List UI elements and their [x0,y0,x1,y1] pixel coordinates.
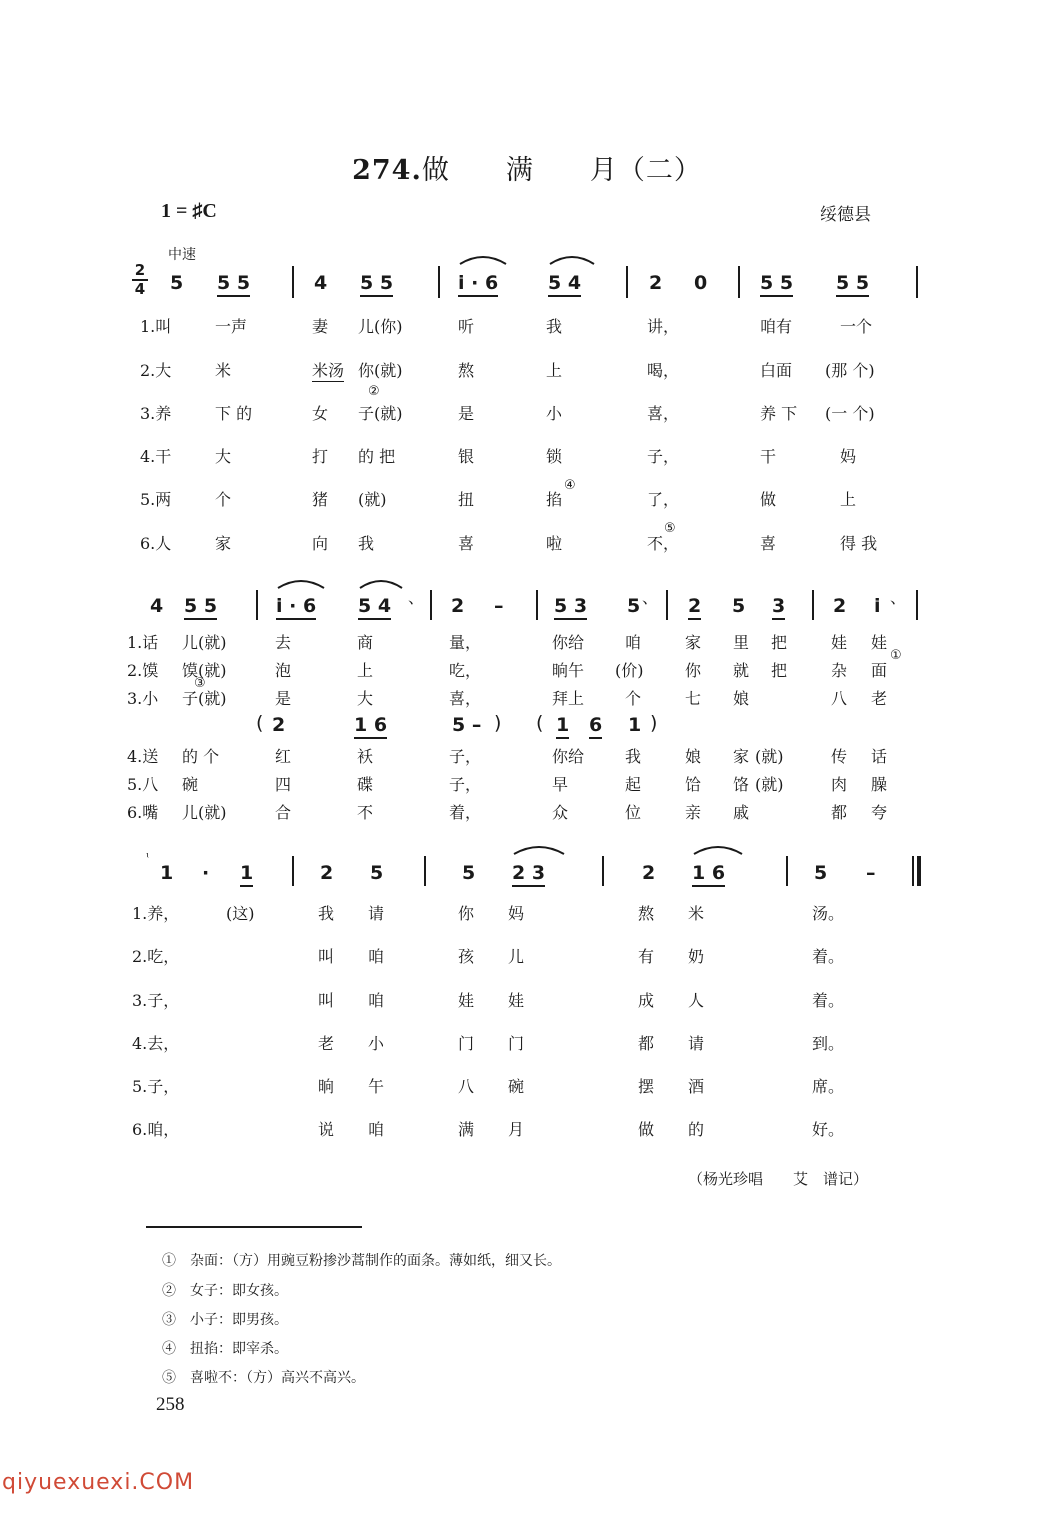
bracket-close: ) [650,712,658,734]
breath-mark: 、 [642,588,659,607]
note-pair: 5 5 [217,272,250,297]
note: 5 [627,595,641,617]
footnote-marker: ② [368,384,380,399]
note: 4 [314,272,328,294]
note: 5 [170,272,184,294]
note: 3 [772,595,785,620]
final-barline-thin [912,856,914,886]
note-pair: 5 5 [836,272,869,297]
barline [666,590,668,620]
note: 2 [642,862,656,884]
bracket-open: ( [256,712,264,734]
slur [512,842,566,856]
final-barline-thick [917,856,921,886]
key-signature: 1 = ♯C [161,200,217,222]
slur [548,252,596,266]
slur [276,576,326,590]
barline [602,856,604,886]
slur [458,252,508,266]
grace-mark: ᶥ [146,850,150,866]
bracket-open: ( [536,712,544,734]
footnote-marker: ① [890,648,902,663]
note-pair: 5 4 [548,272,581,297]
note: 5 [370,862,384,884]
barline [812,590,814,620]
barline [292,856,294,886]
note-group: i · 6 [458,272,498,297]
note: 2 [451,595,465,617]
note-pair: 1 6 [692,862,725,887]
footnote-marker: ③ [194,676,206,691]
variant-note: 5 – [452,714,482,736]
note-pair: 5 5 [184,595,217,620]
barline [626,266,628,298]
footnote: ④ 扭掐：即宰杀。 [162,1341,288,1357]
note: 2 [320,862,334,884]
barline [292,266,294,298]
barline [438,266,440,298]
rest: 0 [694,272,708,294]
barline [256,590,258,620]
barline [738,266,740,298]
song-origin: 绥德县 [820,205,871,225]
footnote-marker: ⑤ [664,521,676,536]
note-pair: 5 5 [360,272,393,297]
footnote-divider [146,1226,362,1228]
note: 2 [649,272,663,294]
song-number: 274. [352,155,422,186]
breath-mark: 、 [408,588,425,607]
note-pair: 2 3 [512,862,545,887]
singer-credit: （杨光珍唱 艾 谱记） [688,1170,869,1188]
note: i [874,595,881,617]
note: 2 [833,595,847,617]
barline [916,266,918,298]
variant-note: 1 [556,714,569,739]
note: 1 [160,862,174,884]
breath-mark: 、 [890,588,907,607]
slur [358,576,404,590]
variant-note: 1 6 [354,714,387,739]
note: 2 [688,595,701,620]
watermark: qiyuexuexi.COM [2,1470,195,1495]
tempo-marking: 中速 [168,247,196,263]
note: 5 [814,862,828,884]
dot: · [202,862,210,884]
footnote: ① 杂面：（方）用豌豆粉掺沙蒿制作的面条。薄如纸，细又长。 [162,1253,561,1269]
note-group: i · 6 [276,595,316,620]
dash: – [494,595,504,617]
note: 4 [150,595,164,617]
time-signature: 2 4 [132,262,148,298]
note: 1 [240,862,253,887]
note: 5 [462,862,476,884]
barline [424,856,426,886]
note-pair: 5 4 [358,595,391,620]
note: 5 [732,595,746,617]
variant-note: 1 [628,714,642,736]
footnote: ⑤ 喜啦不：（方）高兴不高兴。 [162,1370,365,1386]
footnote-marker: ④ [564,478,576,493]
footnote: ② 女子：即女孩。 [162,1283,288,1299]
note-pair: 5 3 [554,595,587,620]
dash: – [866,862,876,884]
footnote: ③ 小子：即男孩。 [162,1312,288,1328]
variant-note: 6 [589,714,602,739]
bracket-close: ) [494,712,502,734]
barline [536,590,538,620]
barline [786,856,788,886]
song-title: 做 满 月（二） [421,155,702,186]
variant-note: 2 [272,714,286,736]
page-title [0,148,1054,187]
slur [692,842,744,856]
page-number: 258 [156,1394,185,1415]
barline [916,590,918,620]
barline [430,590,432,620]
note-pair: 5 5 [760,272,793,297]
